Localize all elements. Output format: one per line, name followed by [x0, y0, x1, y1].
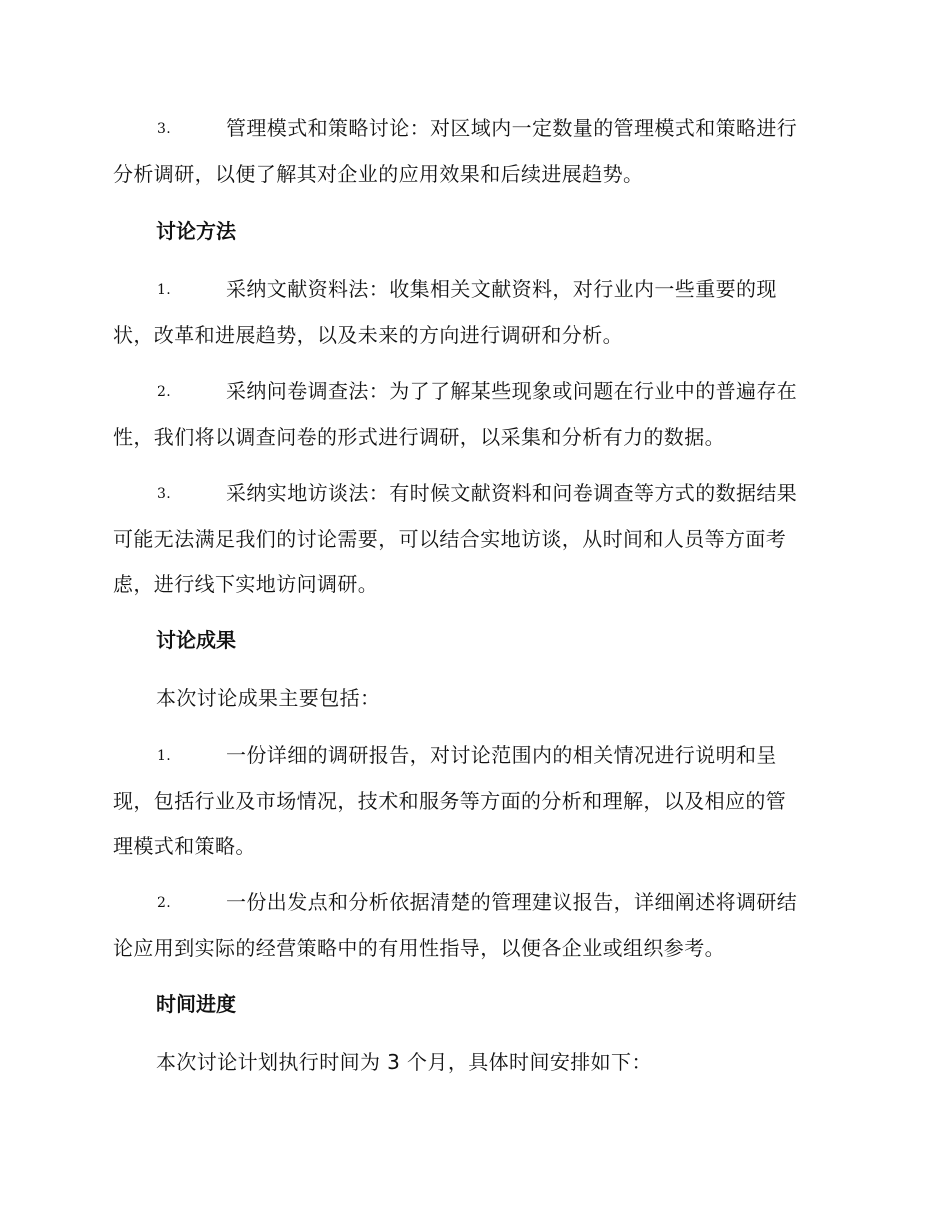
- list-item-number: 1.: [157, 748, 172, 764]
- list-item-number: 3.: [157, 486, 172, 502]
- list-item-continuation: 论应用到实际的经营策略中的有用性指导，以便各企业或组织参考。: [113, 936, 725, 960]
- list-item: [113, 369, 838, 460]
- list-item: [113, 880, 838, 971]
- list-item-text: 采纳文献资料法：收集相关文献资料，对行业内一些重要的现: [226, 277, 777, 301]
- results-intro: 本次讨论成果主要包括：: [156, 686, 381, 710]
- section-heading-methods: 讨论方法: [156, 219, 236, 243]
- section-heading-schedule: 时间进度: [156, 992, 236, 1016]
- list-item-first-line: [113, 369, 838, 415]
- list-item-first-line: [113, 471, 838, 517]
- list-item-number: 2.: [157, 895, 172, 911]
- list-item-text: 采纳实地访谈法：有时候文献资料和问卷调查等方式的数据结果: [226, 481, 798, 505]
- list-item-number: 2.: [157, 384, 172, 400]
- list-item-text: 一份详细的调研报告，对讨论范围内的相关情况进行说明和呈: [226, 743, 777, 767]
- list-item-continuation: 状，改革和进展趋势，以及未来的方向进行调研和分析。: [113, 323, 623, 347]
- list-item-continuation: 现，包括行业及市场情况，技术和服务等方面的分析和理解，以及相应的管: [113, 789, 787, 813]
- list-item-text: 一份出发点和分析依据清楚的管理建议报告，详细阐述将调研结: [226, 890, 798, 914]
- section-heading-results: 讨论成果: [156, 628, 236, 652]
- list-item-continuation: 理模式和策略。: [113, 834, 256, 858]
- list-item: [113, 106, 838, 197]
- list-item-first-line: [113, 733, 838, 779]
- list-item-continuation: 性，我们将以调查问卷的形式进行调研，以采集和分析有力的数据。: [113, 425, 725, 449]
- list-item-number: 1.: [157, 282, 172, 298]
- list-item-text: 管理模式和策略讨论：对区域内一定数量的管理模式和策略进行: [226, 116, 798, 140]
- list-item: [113, 267, 838, 358]
- list-item-first-line: [113, 106, 838, 152]
- list-item-number: 3.: [157, 121, 172, 137]
- list-item-first-line: [113, 880, 838, 926]
- list-item: [113, 733, 838, 869]
- schedule-intro: 本次讨论计划执行时间为 3 个月，具体时间安排如下：: [156, 1050, 652, 1074]
- list-item-continuation: 虑，进行线下实地访问调研。: [113, 572, 379, 596]
- list-item-continuation: 分析调研，以便了解其对企业的应用效果和后续进展趋势。: [113, 162, 644, 186]
- list-item-text: 采纳问卷调查法：为了了解某些现象或问题在行业中的普遍存在: [226, 379, 798, 403]
- list-item: [113, 471, 838, 607]
- list-item-continuation: 可能无法满足我们的讨论需要，可以结合实地访谈，从时间和人员等方面考: [113, 527, 787, 551]
- list-item-first-line: [113, 267, 838, 313]
